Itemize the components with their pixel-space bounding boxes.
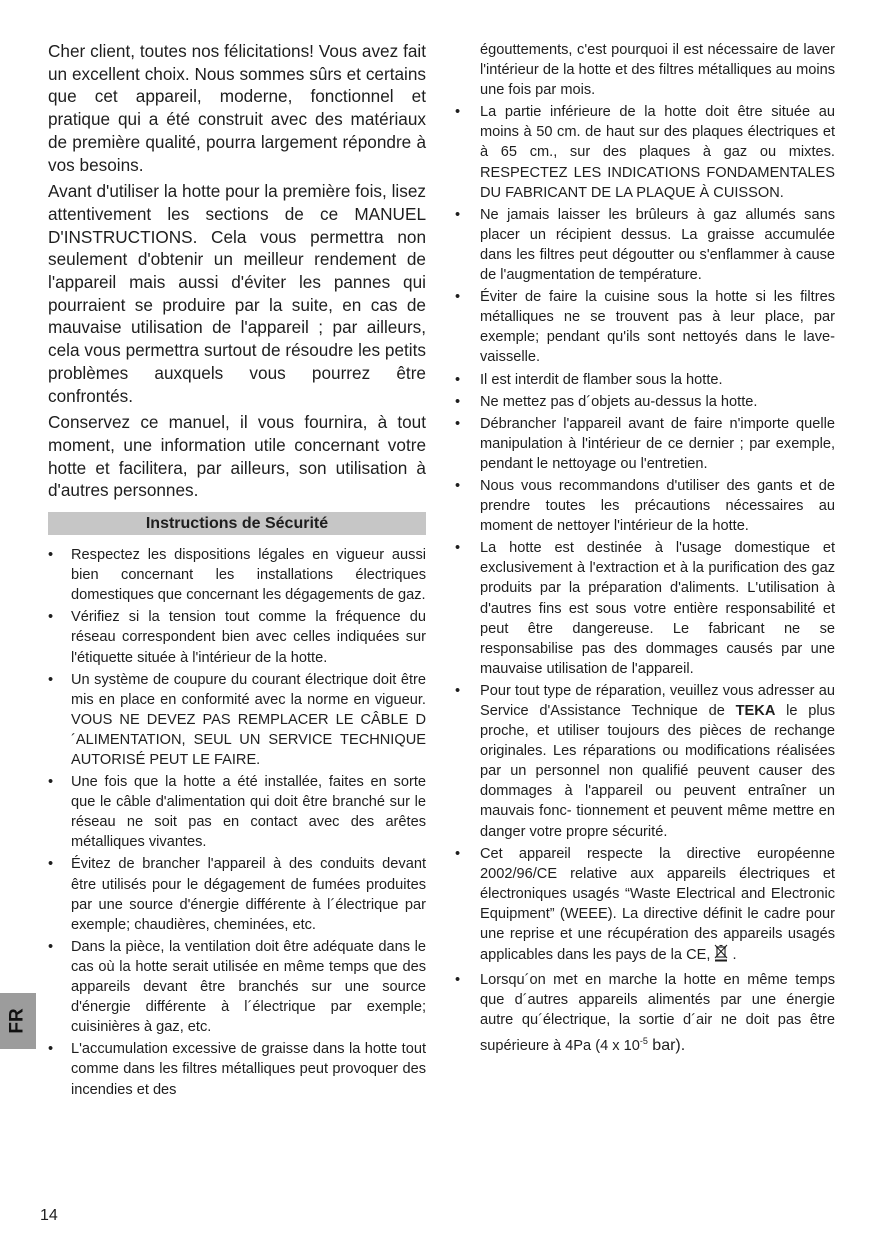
safety-item-weee [455,844,835,969]
page-number: 14 [40,1207,58,1224]
safety-item: • La hotte est destinée à l'usage domestique et exclusivement à l'extraction et à la purification des gaz produits par la préparation d'aliments. L'utilisation à d'autres fins est sous votre entière responsabilité et peut être dangereuse. Le fabricant ne se responsabilise pas des dommages causés par une mauvaise utilisation de l'appareil. [455,538,835,679]
safety-item: • Ne mettez pas d´objets au-dessus la hotte. [455,392,835,412]
intro-paragraph-2: Avant d'utiliser la hotte pour la première fois, lisez attentivement les sections de ce MANUEL D'INSTRUCTIONS. Cela vous permettra non seulement d'obtenir un meilleur rendement de l'appareil mais aussi d'éviter les pannes qui pourraient se produire par la suite, en cas de mauvaise utilisation de l'appareil ; par ailleurs, cela vous permettra surtout de résoudre les petits problèmes auxquels vous pourrez être confrontés. [48,181,426,406]
repair-text-before: Pour tout type de réparation, veuillez vous adresser au Service d'Assistance Technique de [480,682,835,719]
safety-section-title: Instructions de Sécurité [48,512,426,535]
language-tab [0,993,36,1049]
safety-item: • Dans la pièce, la ventilation doit être adéquate dans le cas où la hotte serait utilisée en même temps que des appareils devant être branchés sur une source d'énergie différente à l´électrique par exemple; cuisinières à gaz, etc. [48,937,426,1037]
intro-paragraph-3: Conservez ce manuel, il vous fournira, à tout moment, une information utile concernant votre hotte et facilitera, par ailleurs, son utilisation à d'autres personnes. [48,412,426,501]
left-column [48,40,426,1102]
weee-text: Cet appareil respecte la directive européenne 2002/96/CE relative aux appareils électriques et électroniques usagés “Waste Electrical and Electronic Equipment” (WEEE). La directive définit le cadre pour une reprise et une récupération des appareils usagés applicables dans les pays de la CE, [480,845,835,964]
brand-name: TEKA [735,703,776,719]
weee-crossed-bin-icon [714,944,728,968]
safety-item-pressure [455,970,835,1055]
safety-item: • Respectez les dispositions légales en vigueur aussi bien concernant les installations électriques domestiques que concernant les dégagements de gaz. [48,545,426,605]
language-tab-label: FR [6,1008,28,1034]
safety-item: • L'accumulation excessive de graisse dans la hotte tout comme dans les filtres métalliques peut provoquer des incendies et des [48,1039,426,1099]
pressure-text: Lorsqu´on met en marche la hotte en même temps que d´autres appareils alimentés par une énergie autre qu´électrique, la sortie d´air ne doit pas être supérieure à 4Pa (4 x 10 [480,972,835,1054]
safety-item: • Vérifiez si la tension tout comme la fréquence du réseau correspondent bien avec celles indiquées sur l'étiquette située à l'intérieur de la hotte. [48,607,426,667]
safety-item: • Débrancher l'appareil avant de faire n'importe quelle manipulation à l'intérieur de ce dernier ; par exemple, pendant le nettoyage ou l'entretien. [455,414,835,474]
safety-item: • Il est interdit de flamber sous la hotte. [455,370,835,390]
safety-item: • Nous vous recommandons d'utiliser des gants et de prendre toutes les précautions nécessaires au moment de nettoyer l'intérieur de la hotte. [455,476,835,536]
safety-item: • La partie inférieure de la hotte doit être située au moins à 50 cm. de haut sur des plaques électriques et à 65 cm., sur des plaques à gaz ou mixtes. RESPECTEZ LES INDICATIONS FONDAMENTALES DU FABRICANT DE LA PLAQUE À CUISSON. [455,102,835,202]
weee-text-end: . [728,947,737,964]
safety-item: • Éviter de faire la cuisine sous la hotte si les filtres métalliques ne se trouvent pas à leur place, par exemple; pendant qu'ils sont nettoyés dans le lave-vaisselle. [455,287,835,367]
safety-item-continuation: égouttements, c'est pourquoi il est nécessaire de laver l'intérieur de la hotte et des filtres métalliques au moins une fois par mois. [480,42,835,99]
safety-item: • Une fois que la hotte a été installée, faites en sorte que le câble d'alimentation qui doit être branché sur le réseau ne soit pas en contact avec des arêtes métalliques vivantes. [48,772,426,852]
safety-item: • Ne jamais laisser les brûleurs à gaz allumés sans placer un récipient dessus. La graisse accumulée dans les filtres peut dégoutter ou s'enflammer à cause de l'augmentation de température. [455,205,835,285]
safety-item: • Évitez de brancher l'appareil à des conduits devant être utilisés pour le dégagement de fumées produites par une source d'énergie différente à l´électrique par exemple; chaudières, cheminées, etc. [48,854,426,934]
safety-list-right [455,102,835,1055]
safety-list-left [48,545,426,1100]
intro-paragraph-1: Cher client, toutes nos félicitations! Vous avez fait un excellent choix. Nous sommes sûrs et certains que cet appareil, moderne, fonctionnel et pratique qui a été construit avec des matériaux de première qualité, pourra largement répondre à vos besoins. [48,41,426,175]
pressure-exponent: -5 [639,1035,648,1046]
pressure-unit: bar). [647,1036,686,1054]
safety-item: • Un système de coupure du courant électrique doit être mis en place en conformité avec la norme en vigueur. VOUS NE DEVEZ PAS REMPLACER LE CÂBLE D´ALIMENTATION, SEUL UN SERVICE TECHNIQUE AUTORISÉ PEUT LE FAIRE. [48,670,426,770]
right-column [455,40,835,1057]
safety-item-repair [455,681,835,842]
repair-text-after: le plus proche, et utiliser toujours des pièces de rechange originales. Les réparations ou modifications réalisées par un personnel non qualifié peuvent causer des dommages à l'appareil ou peuvent entraîner un mauvais fonc- tionnement et peuvent même mettre en danger votre propre sécurité. [480,703,835,840]
